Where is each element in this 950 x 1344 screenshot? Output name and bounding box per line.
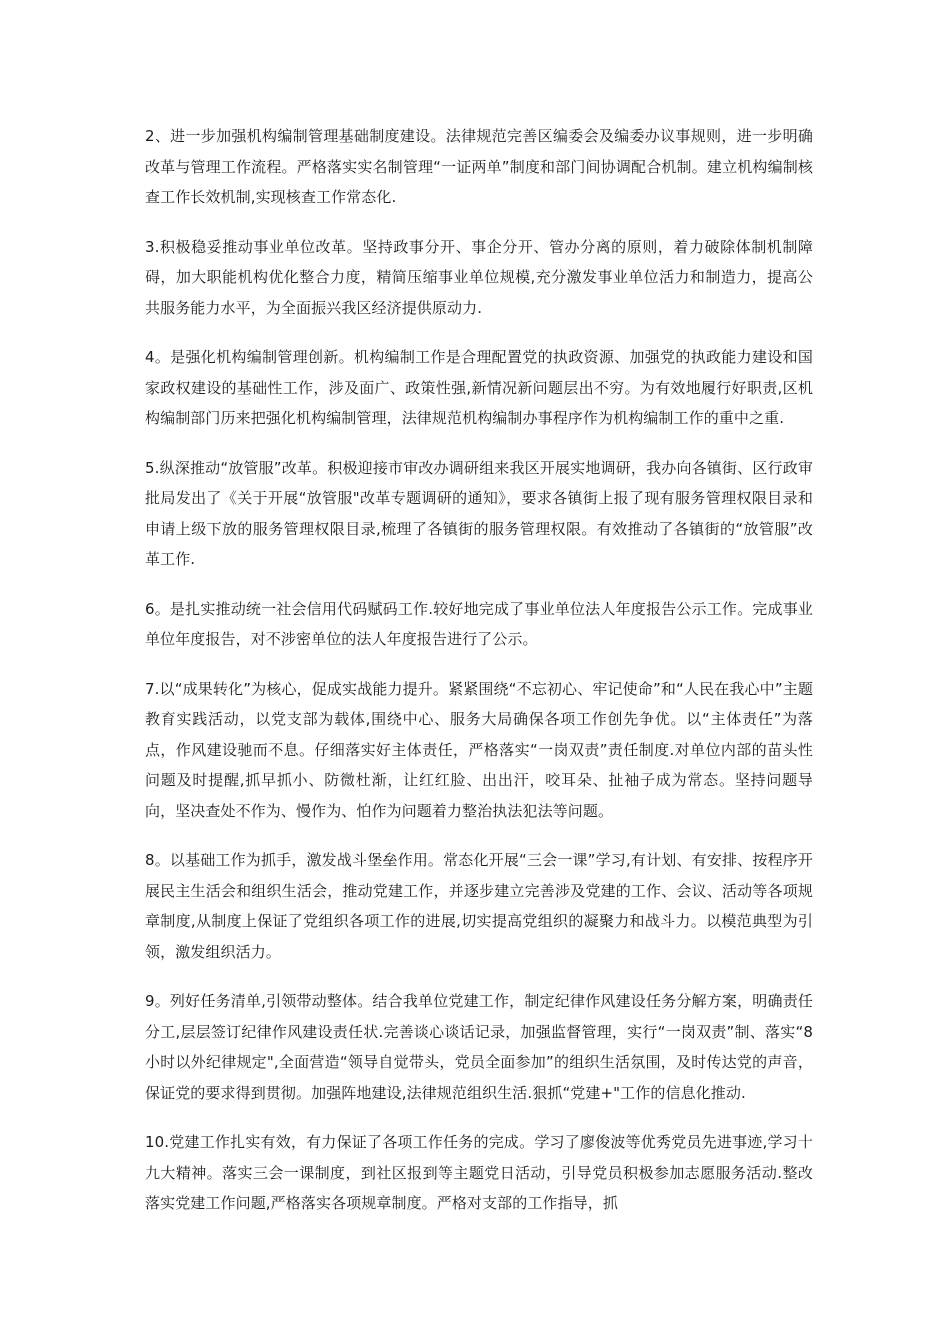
paragraph-7: 7.以“成果转化”为核心，促成实战能力提升。紧紧围绕“不忘初心、牢记使命”和“人民在我心中”主题教育实践活动，以党支部为载体,围绕中心、服务大局确保各项工作创先争优。以“主体责任”为落点，作风建设驰而不息。仔细落实好主体责任，严格落实“一岗双责”责任制度.对单位内部的苗头性问题及时提醒,抓早抓小、防微杜渐，让红红脸、出出汗，咬耳朵、扯袖子成为常态。坚持问题导向，坚决查处不作为、慢作为、怕作为问题着力整治执法犯法等问题。: [145, 679, 813, 820]
paragraph-5: 5.纵深推动“放管服”改革。积极迎接市审改办调研组来我区开展实地调研，我办向各镇街、区行政审批局发出了《关于开展“放管服"改革专题调研的通知》，要求各镇街上报了现有服务管理权限目录和申请上级下放的服务管理权限目录,梳理了各镇街的服务管理权限。有效推动了各镇街的“放管服”改革工作.: [145, 458, 813, 568]
paragraph-4: 4。是强化机构编制管理创新。机构编制工作是合理配置党的执政资源、加强党的执政能力建设和国家政权建设的基础性工作，涉及面广、政策性强,新情况新问题层出不穷。为有效地履行好职责,区机构编制部门历来把强化机构编制管理，法律规范机构编制办事程序作为机构编制工作的重中之重.: [145, 348, 813, 427]
paragraph-6: 6。是扎实推动统一社会信用代码赋码工作.较好地完成了事业单位法人年度报告公示工作。完成事业单位年度报告，对不涉密单位的法人年度报告进行了公示。: [145, 599, 813, 648]
document-body: [145, 121, 813, 1238]
paragraph-8: 8。以基础工作为抓手，激发战斗堡垒作用。常态化开展“三会一课”学习,有计划、有安排、按程序开展民主生活会和组织生活会，推动党建工作，并逐步建立完善涉及党建的工作、会议、活动等各项规章制度,从制度上保证了党组织各项工作的进展,切实提高党组织的凝聚力和战斗力。以模范典型为引领，激发组织活力。: [145, 851, 813, 961]
paragraph-3: 3.积极稳妥推动事业单位改革。坚持政事分开、事企分开、管办分离的原则，着力破除体制机制障碍，加大职能机构优化整合力度，精简压缩事业单位规模,充分激发事业单位活力和制造力，提高公共服务能力水平，为全面振兴我区经济提供原动力.: [145, 237, 813, 317]
paragraph-9: 9。列好任务清单,引领带动整体。结合我单位党建工作，制定纪律作风建设任务分解方案，明确责任分工,层层签订纪律作风建设责任状.完善谈心谈话记录，加强监督管理，实行“一岗双责”制、落实“8 小时以外纪律规定",全面营造“领导自觉带头，党员全面参加”的组织生活氛围，及时传达党的声音，保证党的要求得到贯彻。加强阵地建设,法律规范组织生活.狠抓“党建+"工作的信息化推动.: [145, 992, 813, 1102]
paragraph-2: 2、进一步加强机构编制管理基础制度建设。法律规范完善区编委会及编委办议事规则，进一步明确改革与管理工作流程。严格落实实名制管理“一证两单”制度和部门间协调配合机制。建立机构编制核查工作长效机制,实现核查工作常态化.: [145, 127, 813, 206]
paragraph-10: 10.党建工作扎实有效，有力保证了各项工作任务的完成。学习了廖俊波等优秀党员先进事迹,学习十九大精神。落实三会一课制度，到社区报到等主题党日活动，引导党员积极参加志愿服务活动.整改落实党建工作问题,严格落实各项规章制度。严格对支部的工作指导，抓: [145, 1133, 813, 1212]
